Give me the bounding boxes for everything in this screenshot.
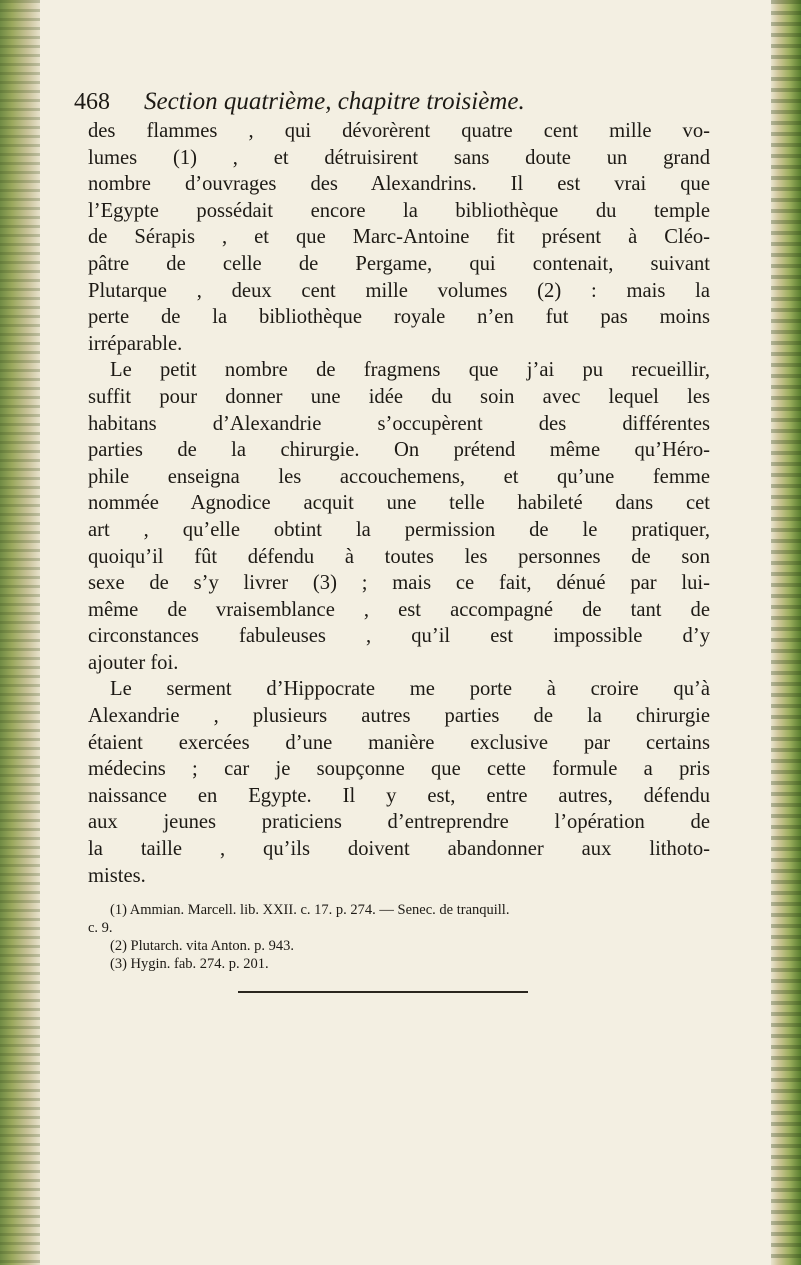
text-line: sexe de s’y livrer (3) ; mais ce fait, dénué par lui- [88,572,710,595]
footnote: (1) Ammian. Marcell. lib. XXII. c. 17. p. 274. — Senec. de tranquill. [110,902,510,919]
text-line: perte de la bibliothèque royale n’en fut pas moins [88,306,710,329]
text-line: irréparable. [88,332,183,355]
text-line: aux jeunes praticiens d’entreprendre l’opération de [88,811,710,834]
book-gutter-left [0,0,40,1265]
text-line: pâtre de celle de Pergame, qui contenait, suivant [88,252,710,275]
text-line: art , qu’elle obtint la permission de le pratiquer, [88,518,710,541]
footnote: (2) Plutarch. vita Anton. p. 943. [110,938,295,955]
text-line: des flammes , qui dévorèrent quatre cent mille vo- [88,120,710,142]
text-line: mistes. [88,864,146,887]
page-header [74,88,710,118]
text-line: même de vraisemblance , est accompagné de tant de [88,598,710,621]
text-line: nommée Agnodice acquit une telle habileté dans cet [88,492,710,515]
book-page [74,88,710,993]
footnote-continuation: c. 9. [88,920,113,937]
text-line: la taille , qu’ils doivent abandonner aux lithoto- [88,838,710,861]
text-line: Le serment d’Hippocrate me porte à croire qu’à [110,678,710,701]
page-number: 468 [74,89,110,115]
book-edge-right [771,0,801,1265]
text-line: naissance en Egypte. Il y est, entre autres, défendu [88,784,710,807]
text-line: médecins ; car je soupçonne que cette formule a pris [88,758,710,781]
text-line: Plutarque , deux cent mille volumes (2) : mais la [88,279,710,302]
text-line: lumes (1) , et détruisirent sans doute un grand [88,146,710,169]
text-line: l’Egypte possédait encore la bibliothèque du temple [88,199,710,222]
body-text [88,118,710,889]
text-line: Alexandrie , plusieurs autres parties de la chirurgie [88,705,710,728]
text-line: de Sérapis , et que Marc-Antoine fit présent à Cléo- [88,226,710,249]
footnote: (3) Hygin. fab. 274. p. 201. [110,956,269,973]
text-line: Le petit nombre de fragmens que j’ai pu recueillir, [110,359,710,382]
text-line: habitans d’Alexandrie s’occupèrent des différentes [88,412,710,435]
text-line: suffit pour donner une idée du soin avec lequel les [88,385,710,408]
text-line: circonstances fabuleuses , qu’il est impossible d’y [88,625,710,648]
text-line: nombre d’ouvrages des Alexandrins. Il est vrai que [88,173,710,196]
footnotes [88,901,710,973]
text-line: ajouter foi. [88,651,179,674]
text-line: étaient exercées d’une manière exclusive par certains [88,731,710,754]
text-line: quoiqu’il fût défendu à toutes les personnes de son [88,545,710,568]
bottom-rule [238,991,528,993]
text-line: parties de la chirurgie. On prétend même qu’Héro- [88,439,710,462]
text-line: phile enseigna les accouchemens, et qu’une femme [88,465,710,488]
running-title: Section quatrième, chapitre troisième. [144,88,525,115]
